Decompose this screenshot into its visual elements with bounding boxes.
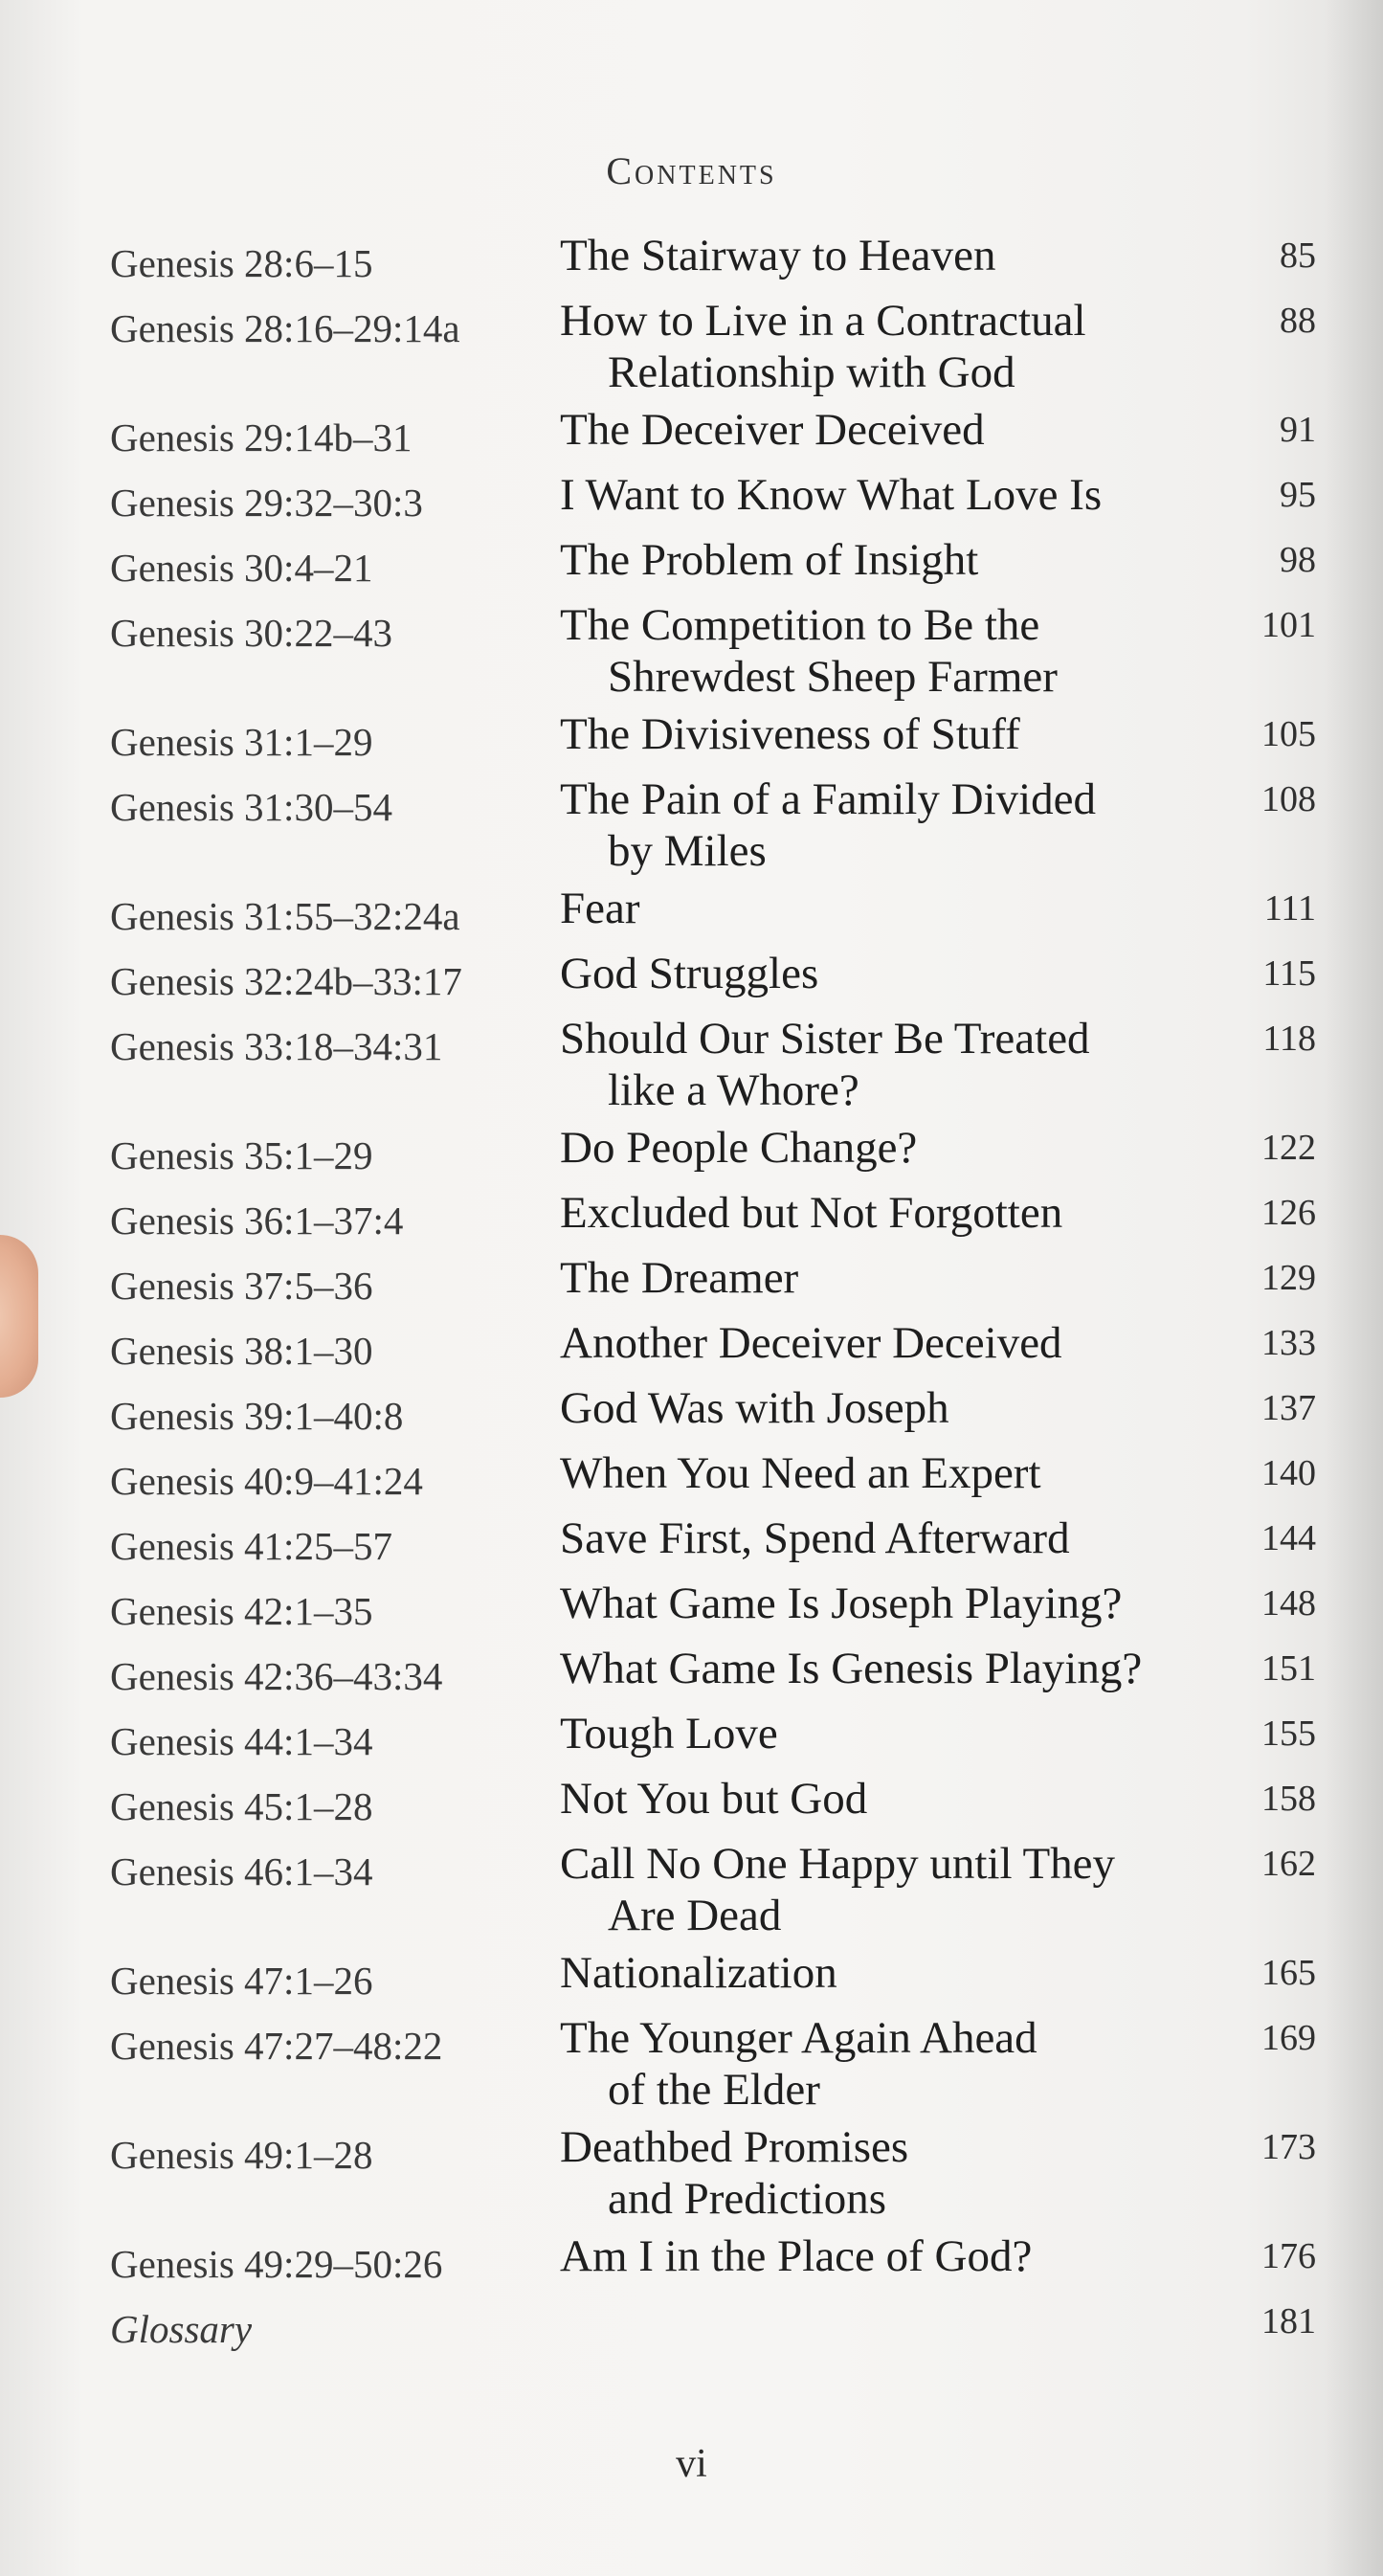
toc-ref: Genesis 30:4–21 (110, 546, 373, 590)
toc-entry (110, 1512, 1316, 1572)
toc-title: Am I in the Place of God? (560, 2231, 1033, 2281)
toc-entry (110, 534, 1316, 594)
toc-page: 181 (1261, 2301, 1316, 2341)
toc-page: 108 (1261, 779, 1316, 819)
toc-page: 155 (1261, 1714, 1316, 1754)
toc-title: Not You but God (560, 1774, 868, 1824)
toc-page: 169 (1261, 2018, 1316, 2058)
toc-ref: Genesis 46:1–34 (110, 1849, 373, 1893)
toc-ref: Genesis 47:1–26 (110, 1959, 373, 2003)
toc-ref: Genesis 42:1–35 (110, 1589, 373, 1633)
toc-ref: Genesis 36:1–37:4 (110, 1198, 404, 1243)
toc-entry (110, 1013, 1316, 1116)
thumb-holding-book (0, 1235, 38, 1398)
toc-ref: Genesis 47:27–48:22 (110, 2024, 443, 2068)
toc-title: God Was with Joseph (560, 1383, 949, 1433)
toc-title: The Stairway to Heaven (560, 231, 996, 280)
toc-entry (110, 2121, 1316, 2225)
toc-title: Call No One Happy until They Are Dead (560, 1839, 1116, 1940)
toc-page: 137 (1261, 1388, 1316, 1428)
toc-ref: Genesis 28:6–15 (110, 241, 373, 285)
toc-title: Deathbed Promises and Predictions (560, 2122, 909, 2224)
toc-ref: Genesis 31:1–29 (110, 720, 373, 764)
toc-entry (110, 2230, 1316, 2290)
toc-entry (110, 1447, 1316, 1507)
toc-entry (110, 1578, 1316, 1637)
toc-ref: Genesis 49:1–28 (110, 2133, 373, 2177)
toc-title: I Want to Know What Love Is (560, 470, 1103, 520)
toc-ref: Genesis 38:1–30 (110, 1329, 373, 1373)
toc-ref: Genesis 28:16–29:14a (110, 306, 460, 350)
toc-entry (110, 1252, 1316, 1311)
toc-entry (110, 599, 1316, 703)
toc-page: 105 (1261, 714, 1316, 754)
toc-page: 111 (1263, 888, 1316, 929)
toc-ref: Genesis 29:14b–31 (110, 415, 413, 459)
toc-entry (110, 1838, 1316, 1941)
toc-entry (110, 708, 1316, 768)
page-heading: Contents (606, 149, 777, 192)
toc-title: The Dreamer (560, 1253, 799, 1303)
toc-entry (110, 883, 1316, 942)
toc-ref: Glossary (110, 2307, 253, 2351)
toc-entry-glossary (110, 2296, 1316, 2355)
toc-title: Fear (560, 884, 640, 933)
toc-title: The Deceiver Deceived (560, 405, 985, 455)
toc-entry (110, 1382, 1316, 1442)
page-number: vi (676, 2442, 707, 2486)
toc-page: 98 (1280, 540, 1316, 580)
toc-title: Do People Change? (560, 1123, 918, 1173)
toc-title: Another Deceiver Deceived (560, 1318, 1062, 1368)
toc-page: 91 (1280, 410, 1316, 450)
toc-title: Excluded but Not Forgotten (560, 1188, 1063, 1238)
toc-title: When You Need an Expert (560, 1448, 1041, 1498)
toc-page: 173 (1261, 2127, 1316, 2167)
toc-ref: Genesis 33:18–34:31 (110, 1024, 443, 1068)
toc-ref: Genesis 30:22–43 (110, 611, 392, 655)
toc-page: 85 (1280, 235, 1316, 276)
toc-ref: Genesis 29:32–30:3 (110, 481, 423, 525)
toc-title: The Competition to Be the Shrewdest Sheep Farmer (560, 600, 1058, 702)
toc-entry (110, 2012, 1316, 2116)
toc-entry (110, 469, 1316, 528)
toc-page: 122 (1261, 1128, 1316, 1168)
toc-title: God Struggles (560, 949, 819, 998)
toc-page: 162 (1261, 1844, 1316, 1884)
toc-page: 158 (1261, 1779, 1316, 1819)
toc-ref: Genesis 32:24b–33:17 (110, 959, 462, 1003)
toc-page: 118 (1262, 1019, 1316, 1059)
toc-page: 126 (1261, 1193, 1316, 1233)
toc-title: The Divisiveness of Stuff (560, 709, 1020, 759)
toc-title: The Problem of Insight (560, 535, 979, 585)
toc-ref: Genesis 45:1–28 (110, 1784, 373, 1828)
toc-page: 133 (1261, 1323, 1316, 1363)
toc-title: The Pain of a Family Divided by Miles (560, 774, 1096, 876)
toc-title: How to Live in a Contractual Relationship with God (560, 296, 1086, 397)
toc-page: 101 (1261, 605, 1316, 645)
toc-ref: Genesis 44:1–34 (110, 1719, 373, 1763)
toc-ref: Genesis 35:1–29 (110, 1133, 373, 1177)
toc-entry (110, 1947, 1316, 2006)
table-of-contents (110, 230, 1316, 2361)
toc-entry (110, 295, 1316, 398)
toc-ref: Genesis 41:25–57 (110, 1524, 392, 1568)
toc-page: 129 (1261, 1258, 1316, 1298)
toc-ref: Genesis 40:9–41:24 (110, 1459, 423, 1503)
toc-page: 144 (1261, 1518, 1316, 1558)
toc-title: Nationalization (560, 1948, 837, 1998)
toc-title: Should Our Sister Be Treated like a Whore? (560, 1014, 1090, 1115)
toc-ref: Genesis 49:29–50:26 (110, 2242, 443, 2286)
toc-entry (110, 1317, 1316, 1377)
toc-entry (110, 1708, 1316, 1767)
toc-page: 151 (1261, 1648, 1316, 1689)
toc-ref: Genesis 42:36–43:34 (110, 1654, 443, 1698)
toc-ref: Genesis 31:55–32:24a (110, 894, 460, 938)
toc-page: 115 (1262, 953, 1316, 994)
toc-page: 148 (1261, 1583, 1316, 1624)
toc-entry (110, 1122, 1316, 1181)
toc-title: Tough Love (560, 1709, 778, 1758)
page-curl-shadow (1326, 0, 1383, 2576)
toc-page: 165 (1261, 1953, 1316, 1993)
toc-page: 140 (1261, 1453, 1316, 1493)
toc-entry (110, 1773, 1316, 1832)
toc-entry (110, 1187, 1316, 1246)
toc-title: What Game Is Joseph Playing? (560, 1579, 1123, 1628)
toc-entry (110, 230, 1316, 289)
toc-page: 88 (1280, 301, 1316, 341)
toc-title: What Game Is Genesis Playing? (560, 1644, 1143, 1693)
toc-entry (110, 948, 1316, 1007)
toc-entry (110, 773, 1316, 877)
toc-page: 176 (1261, 2236, 1316, 2276)
toc-title: The Younger Again Ahead of the Elder (560, 2013, 1037, 2115)
toc-entry (110, 1643, 1316, 1702)
toc-page: 95 (1280, 475, 1316, 515)
toc-title: Save First, Spend Afterward (560, 1513, 1070, 1563)
toc-entry (110, 404, 1316, 463)
toc-ref: Genesis 37:5–36 (110, 1264, 373, 1308)
toc-ref: Genesis 31:30–54 (110, 785, 392, 829)
toc-ref: Genesis 39:1–40:8 (110, 1394, 404, 1438)
